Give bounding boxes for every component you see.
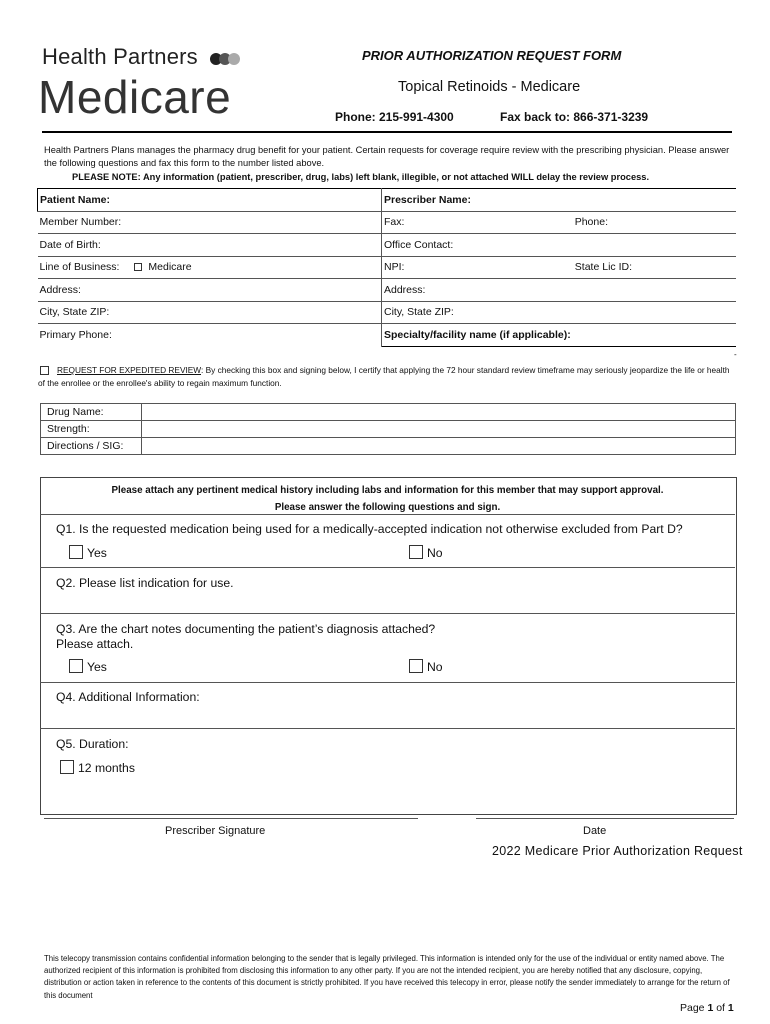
member-number-field[interactable]: Member Number: [38, 211, 382, 234]
prescriber-fax-phone-row [382, 211, 737, 234]
q5-12-months-option[interactable] [60, 760, 135, 775]
q3-text-line2: Please attach. [56, 637, 134, 651]
question-divider [40, 514, 735, 515]
question-divider [40, 613, 735, 614]
date-line[interactable] [476, 818, 734, 819]
form-title: PRIOR AUTHORIZATION REQUEST FORM [362, 48, 622, 63]
page-current: 1 [707, 1002, 714, 1014]
prescriber-signature-line[interactable] [44, 818, 418, 819]
expedited-review-checkbox[interactable] [40, 366, 49, 375]
dob-field[interactable]: Date of Birth: [38, 234, 382, 257]
office-contact-field[interactable]: Office Contact: [382, 234, 737, 257]
phone-number: Phone: 215-991-4300 [335, 110, 454, 124]
q1-no-option[interactable] [409, 545, 443, 560]
form-subtitle: Topical Retinoids - Medicare [398, 79, 581, 95]
q1-yes-option[interactable] [69, 545, 107, 560]
q3-yes-label: Yes [87, 660, 107, 674]
directions-label: Directions / SIG: [41, 438, 142, 455]
line-of-business-row [38, 256, 382, 279]
q1-yes-label: Yes [87, 546, 107, 560]
date-label: Date [583, 825, 607, 837]
checkbox-icon[interactable] [409, 545, 423, 559]
strength-label: Strength: [41, 421, 142, 438]
q3-no-label: No [427, 660, 443, 674]
primary-phone-field[interactable]: Primary Phone: [38, 324, 382, 347]
header-divider [42, 131, 732, 133]
directions-input[interactable] [142, 438, 736, 455]
expedited-review-link: REQUEST FOR EXPEDITED REVIEW [57, 365, 201, 375]
q4-text: Q4. Additional Information: [56, 690, 200, 704]
prescriber-phone-field[interactable]: Phone: [574, 216, 608, 229]
checkbox-icon[interactable] [69, 545, 83, 559]
fax-number: Fax back to: 866-371-3239 [500, 110, 649, 124]
form-id-text: 2022 Medicare Prior Authorization Request [492, 844, 743, 858]
q3-text-line1: Q3. Are the chart notes documenting the patient’s diagnosis attached? [56, 622, 436, 636]
line-of-business-label: Line of Business: [39, 261, 120, 274]
page-prefix: Page [680, 1002, 705, 1014]
drug-name-label: Drug Name: [41, 404, 142, 421]
patient-address-field[interactable]: Address: [38, 279, 382, 302]
checkbox-icon[interactable] [60, 760, 74, 774]
prescriber-name-field[interactable]: Prescriber Name: [382, 189, 737, 212]
attach-instructions [40, 482, 735, 516]
please-note: PLEASE NOTE: Any information (patient, prescriber, drug, labs) left blank, illegible, or not attached WILL delay the review process. [72, 172, 650, 182]
q5-12-months-label: 12 months [78, 761, 135, 775]
confidentiality-disclaimer: This telecopy transmission contains confidential information belonging to the sender that is legally privileged. This information is intended only for the use of the individual or entity named above. The authorized recipient of this information is prohibited from disclosing this information to any other party. If you are not the intended recipient, you are hereby notified that any disclosure, copying, distribution or action taken in reference to the contents of this document is strictly prohibited. If you have received this telecopy in error, please notify the sender immediately to arrange for the return of this document [44, 954, 730, 1000]
q5-text: Q5. Duration: [56, 737, 129, 751]
question-divider [40, 567, 735, 568]
expedited-review-text: : By checking this box and signing below, I certify that applying the 72 hour standard review timeframe may seriously jeopardize the life or health of the enrollee or the enrollee's ability to regain maximum function. [38, 365, 730, 388]
logo-dots-icon [210, 45, 240, 71]
strength-input[interactable] [142, 421, 736, 438]
page-number [680, 1002, 734, 1014]
medicare-checkbox[interactable] [134, 263, 142, 271]
tick-mark: - [734, 350, 737, 359]
logo-medicare-text: Medicare [38, 71, 232, 123]
attach-line-1: Please attach any pertinent medical history including labs and information for this member that may support approval. [111, 485, 664, 496]
q3-no-option[interactable] [409, 659, 443, 674]
checkbox-icon[interactable] [409, 659, 423, 673]
question-divider [40, 728, 735, 729]
intro-text: Health Partners Plans manages the pharmacy drug benefit for your patient. Certain requests for coverage require review with the prescribing physician. Please answer the following questions and fax this form to the number listed above. [44, 145, 730, 168]
q2-text: Q2. Please list indication for use. [56, 576, 234, 590]
drug-name-input[interactable] [142, 404, 736, 421]
page-of: of [716, 1002, 725, 1014]
q1-text: Q1. Is the requested medication being used for a medically-accepted indication not otherwise excluded from Part D? [56, 522, 683, 536]
drug-table [40, 403, 736, 455]
npi-lic-row [382, 256, 737, 279]
patient-name-field[interactable]: Patient Name: [38, 189, 382, 212]
logo-health-partners [42, 44, 240, 71]
state-lic-field[interactable]: State Lic ID: [574, 261, 632, 274]
logo-top-text: Health Partners [42, 44, 198, 69]
patient-city-field[interactable]: City, State ZIP: [38, 301, 382, 324]
q1-no-label: No [427, 546, 443, 560]
prescriber-fax-field[interactable]: Fax: [384, 216, 405, 229]
prescriber-city-field[interactable]: City, State ZIP: [382, 301, 737, 324]
question-divider [40, 682, 735, 683]
q3-yes-option[interactable] [69, 659, 107, 674]
prescriber-signature-label: Prescriber Signature [165, 825, 266, 837]
page-total: 1 [727, 1002, 734, 1014]
patient-prescriber-table [37, 188, 736, 347]
checkbox-icon[interactable] [69, 659, 83, 673]
medicare-option-label: Medicare [148, 261, 192, 274]
prescriber-address-field[interactable]: Address: [382, 279, 737, 302]
npi-field[interactable]: NPI: [384, 261, 405, 274]
specialty-field[interactable]: Specialty/facility name (if applicable): [382, 324, 737, 347]
attach-line-2: Please answer the following questions and sign. [274, 502, 501, 513]
expedited-review-block [38, 364, 738, 390]
